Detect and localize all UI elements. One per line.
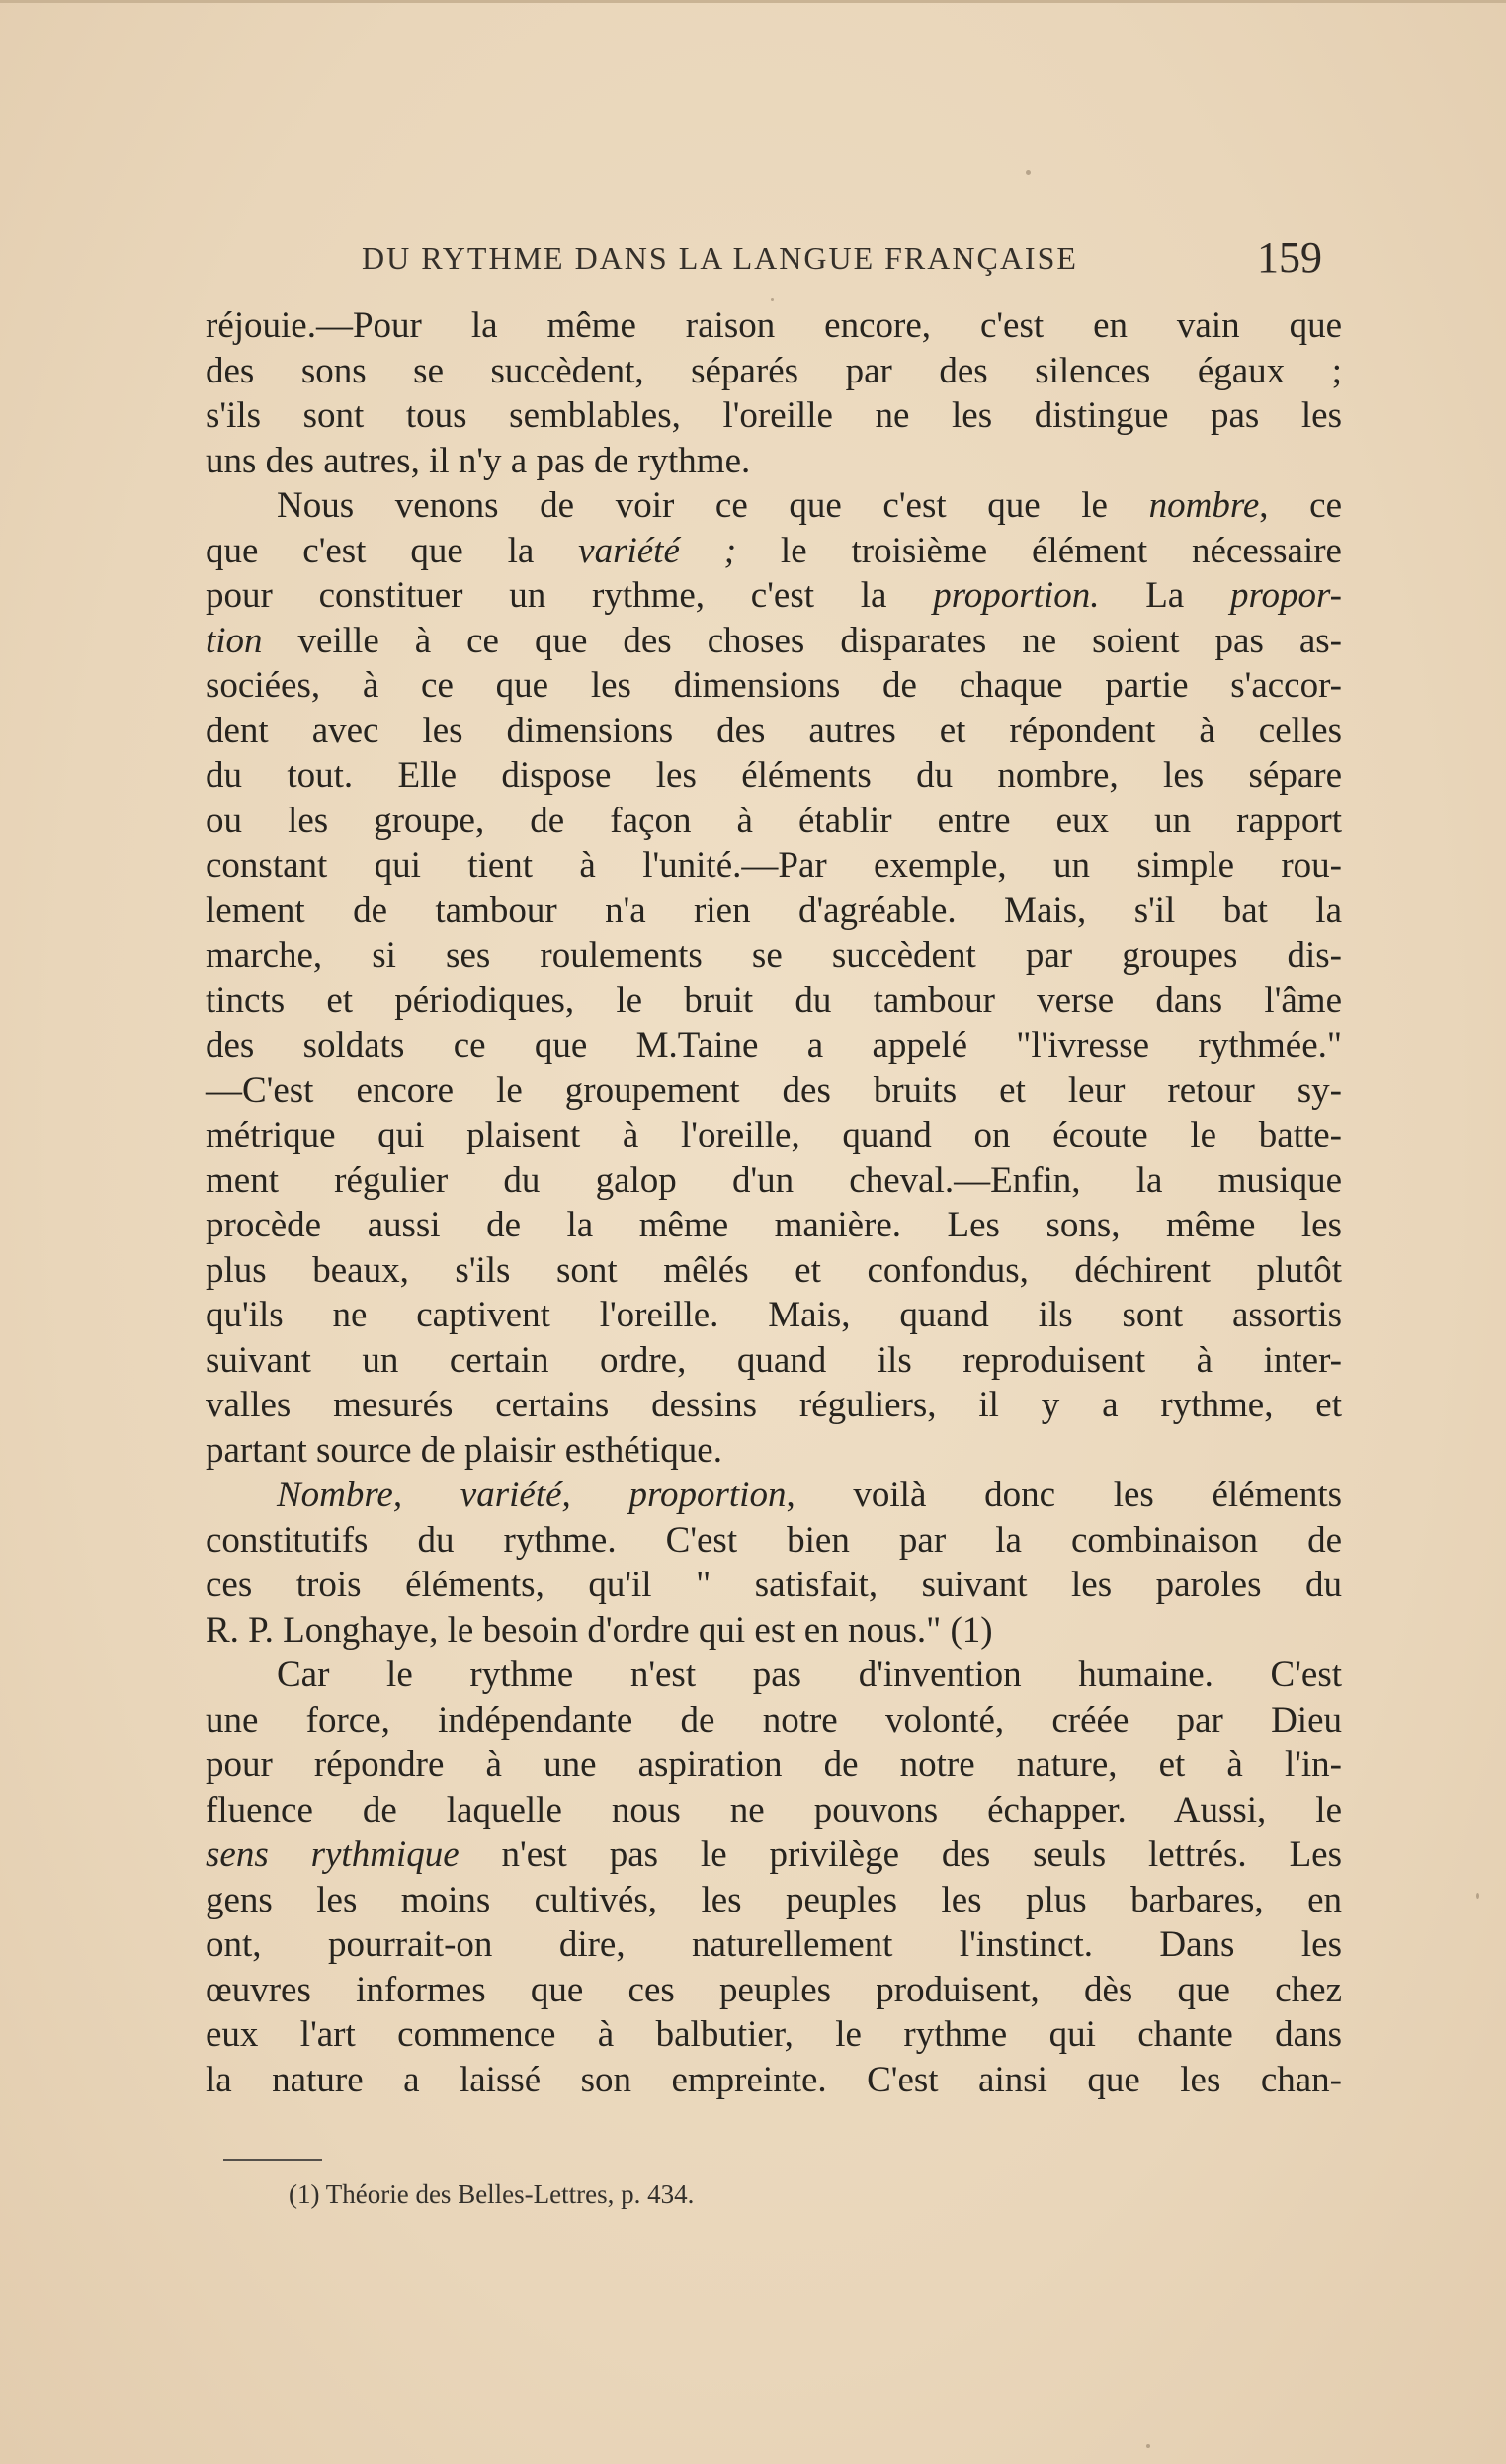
text-line: suivant un certain ordre, quand ils reproduisent à inter- (206, 1339, 1342, 1381)
text-line: constitutifs du rythme. C'est bien par la combinaison de (206, 1519, 1342, 1561)
text-line: Nombre, variété, proportion, voilà donc les éléments (277, 1475, 1342, 1515)
text-line: Nous venons de voir ce que c'est que le nombre, ce (277, 485, 1342, 526)
text-line: des sons se succèdent, séparés par des silences égaux ; (206, 350, 1342, 391)
text-line: pour répondre à une aspiration de notre nature, et à l'in- (206, 1744, 1342, 1785)
text-line: partant source de plaisir esthétique. (206, 1429, 722, 1471)
page-top-edge (0, 0, 1506, 3)
running-head (208, 230, 1344, 290)
text-line: ou les groupe, de façon à établir entre eux un rapport (206, 800, 1342, 841)
text-line: réjouie.—Pour la même raison encore, c'est en vain que (206, 305, 1342, 346)
text-line: uns des autres, il n'y a pas de rythme. (206, 440, 751, 481)
text-line: ment régulier du galop d'un cheval.—Enfin, la musique (206, 1159, 1342, 1201)
italic-term: nombre (1148, 485, 1260, 526)
paper-speck (1026, 170, 1031, 175)
text-line: marche, si ses roulements se succèdent par groupes dis- (206, 935, 1342, 976)
text-line: constant qui tient à l'unité.—Par exemple, un simple rou- (206, 845, 1342, 886)
text-line: procède aussi de la même manière. Les sons, même les (206, 1205, 1342, 1245)
text-line: ont, pourrait-on dire, naturellement l'instinct. Dans les (206, 1924, 1342, 1965)
text-line: une force, indépendante de notre volonté, créée par Dieu (206, 1699, 1342, 1741)
italic-term: propor- (1230, 575, 1343, 616)
text-line: R. P. Longhaye, le besoin d'ordre qui est en nous." (1) (206, 1609, 993, 1651)
text-line: —C'est encore le groupement des bruits et leur retour sy- (206, 1069, 1342, 1111)
text-line: métrique qui plaisent à l'oreille, quand on écoute le batte- (206, 1115, 1342, 1155)
text-line: fluence de laquelle nous ne pouvons échapper. Aussi, le (206, 1789, 1342, 1830)
text-line: valles mesurés certains dessins réguliers, il y a rythme, et (206, 1385, 1342, 1425)
text-line: des soldats ce que M.Taine a appelé "l'ivresse rythmée." (206, 1025, 1342, 1065)
text-line: s'ils sont tous semblables, l'oreille ne les distingue pas les (206, 395, 1342, 436)
paper-speck (1476, 1893, 1479, 1899)
footnote-rule (223, 2159, 322, 2161)
text-line: œuvres informes que ces peuples produisent, dès que chez (206, 1969, 1342, 2010)
text-line: lement de tambour n'a rien d'agréable. Mais, s'il bat la (206, 890, 1342, 931)
italic-term: sens rythmique (206, 1834, 460, 1875)
text-line: ces trois éléments, qu'il " satisfait, suivant les paroles du (206, 1565, 1342, 1605)
italic-term: variété ; (578, 530, 737, 571)
italic-term: tion (206, 620, 263, 661)
text-line: du tout. Elle dispose les éléments du nombre, les sépare (206, 755, 1342, 796)
text-line: tion veille à ce que des choses disparates ne soient pas as- (206, 620, 1342, 661)
running-title: DU RYTHME DANS LA LANGUE FRANÇAISE (362, 240, 1078, 276)
body-text (206, 303, 1342, 2142)
text-line: gens les moins cultivés, les peuples les plus barbares, en (206, 1879, 1342, 1920)
text-line: pour constituer un rythme, c'est la proportion. La propor- (206, 575, 1343, 616)
text-line: que c'est que la variété ; le troisième élément nécessaire (206, 530, 1342, 571)
text-line: sens rythmique n'est pas le privilège des seuls lettrés. Les (206, 1834, 1342, 1875)
text-line: Car le rythme n'est pas d'invention humaine. C'est (277, 1655, 1342, 1695)
text-line: dent avec les dimensions des autres et répondent à celles (206, 710, 1342, 751)
text-line: plus beaux, s'ils sont mêlés et confondus, déchirent plutôt (206, 1249, 1342, 1291)
footnote: (1) Théorie des Belles-Lettres, p. 434. (289, 2179, 695, 2209)
text-line: sociées, à ce que les dimensions de chaque partie s'accor- (206, 665, 1342, 706)
text-line: qu'ils ne captivent l'oreille. Mais, quand ils sont assortis (206, 1295, 1342, 1335)
text-line: la nature a laissé son empreinte. C'est ainsi que les chan- (206, 2059, 1342, 2100)
page-number: 159 (1257, 233, 1322, 282)
paper-speck (1146, 2444, 1150, 2448)
italic-term: Nombre, variété, proportion (277, 1475, 787, 1515)
text-line: eux l'art commence à balbutier, le rythme qui chante dans (206, 2014, 1342, 2055)
italic-term: proportion. (933, 575, 1100, 616)
paper-speck (771, 298, 774, 301)
text-line: tincts et périodiques, le bruit du tambour verse dans l'âme (206, 979, 1342, 1021)
